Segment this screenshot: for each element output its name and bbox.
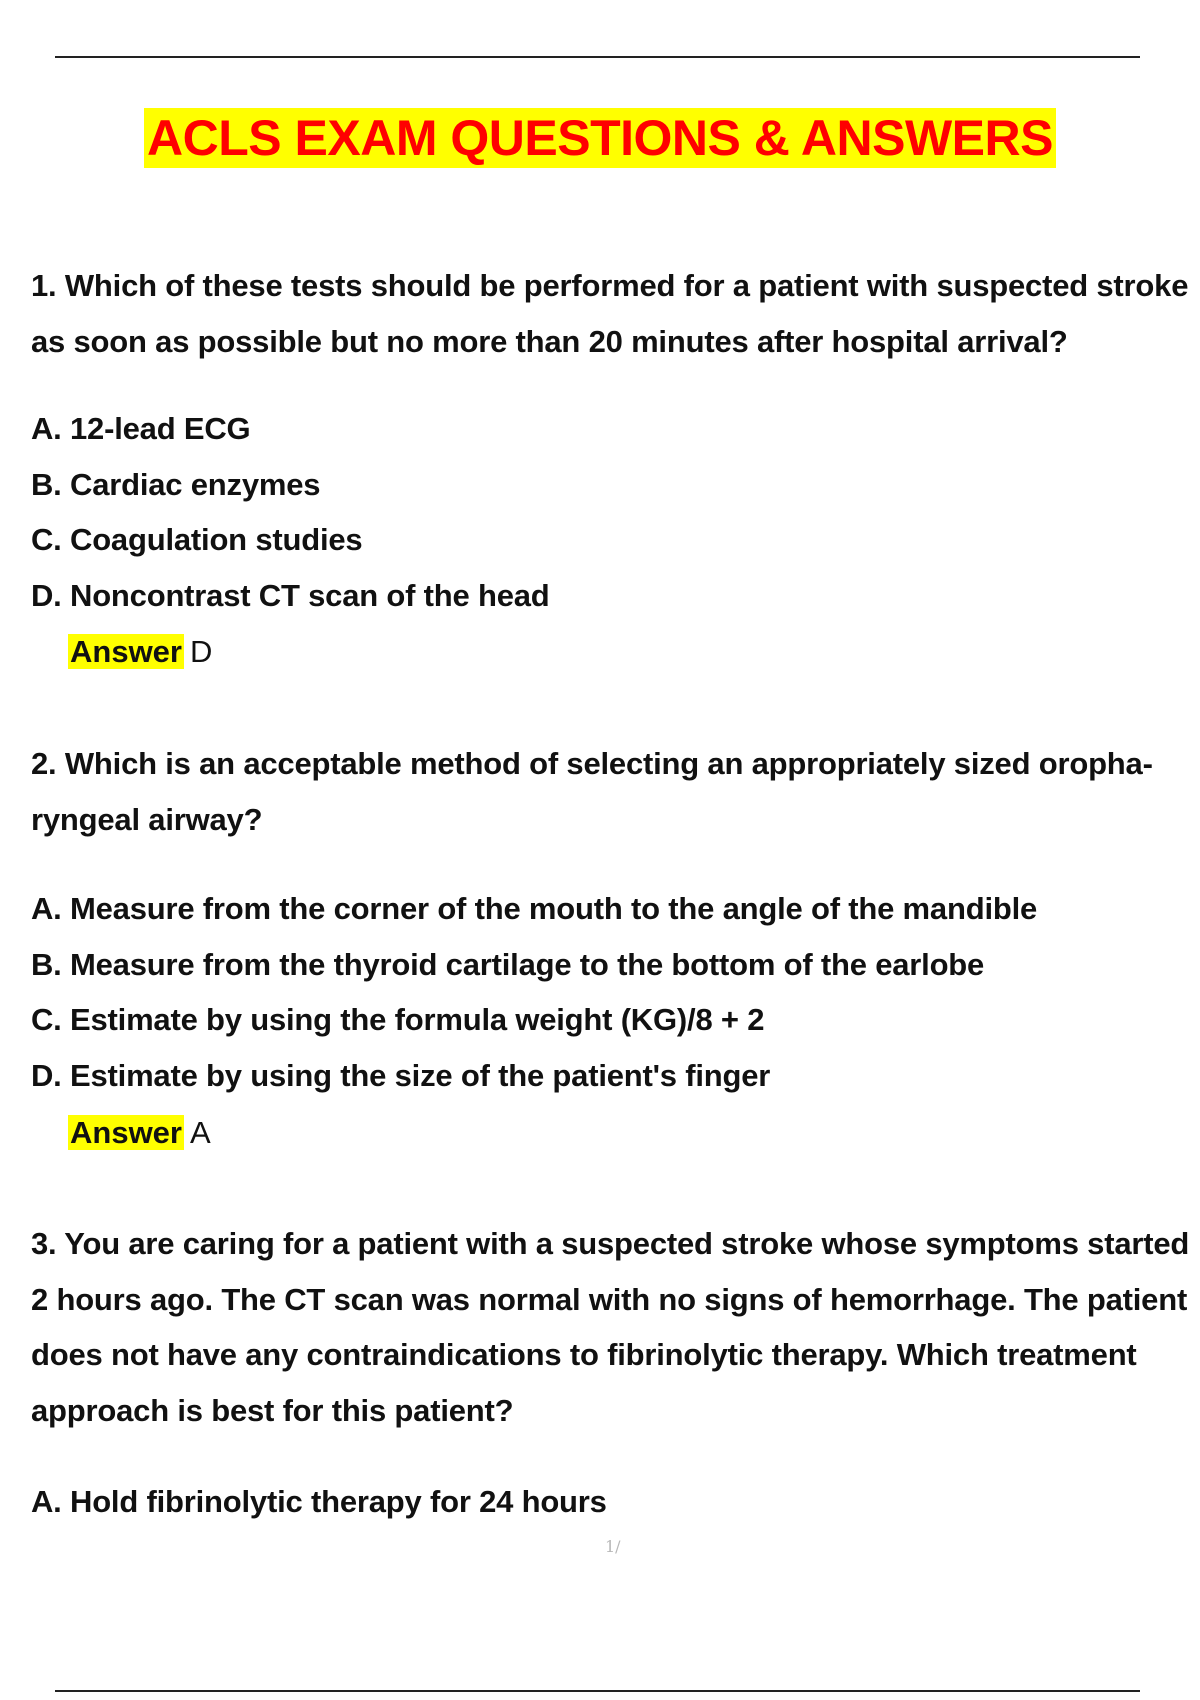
question-2-option-a: A. Measure from the corner of the mouth to the angle of the mandible xyxy=(31,891,1038,926)
question-1-prompt: 1. Which of these tests should be performed for a patient with suspected stroke as soon as possible but no more than 20 minutes after hospital arrival? xyxy=(31,268,1189,359)
question-1-answer xyxy=(68,632,212,672)
answer-value: A xyxy=(189,1115,211,1150)
question-2-option-c: C. Estimate by using the formula weight (KG)/8 + 2 xyxy=(31,1002,765,1037)
document-title: ACLS EXAM QUESTIONS & ANSWERS xyxy=(144,108,1056,168)
page-marker: 1/ xyxy=(605,1537,621,1556)
question-1-option-a: A. 12-lead ECG xyxy=(31,411,251,446)
title-container xyxy=(0,108,1200,168)
question-2-option-d: D. Estimate by using the size of the patient's finger xyxy=(31,1057,771,1093)
bottom-rule xyxy=(55,1690,1140,1692)
question-2-option-b: B. Measure from the thyroid cartilage to the bottom of the earlobe xyxy=(31,946,985,982)
question-3-options xyxy=(31,1474,607,1530)
question-1-option-d: D. Noncontrast CT scan of the head xyxy=(31,577,550,613)
answer-label: Answer xyxy=(70,634,182,669)
question-1-option-c: C. Coagulation studies xyxy=(31,522,363,557)
top-rule xyxy=(55,56,1140,58)
question-2-prompt: 2. Which is an acceptable method of selecting an appropriately sized oropha- ryngeal airway? xyxy=(31,746,1153,837)
answer-value: D xyxy=(189,634,213,669)
question-3-prompt: 3. You are caring for a patient with a suspected stroke whose symptoms started 2 hours ago. The CT scan was normal with no signs of hemorrhage. The patient does not have any contraindications to fibrinolytic therapy. Which treatment approach is best for this patient? xyxy=(31,1226,1190,1428)
answer-label: Answer xyxy=(70,1115,182,1150)
question-2-options xyxy=(31,881,1037,1103)
question-1-options xyxy=(31,401,550,623)
question-1-option-b: B. Cardiac enzymes xyxy=(31,466,321,502)
question-2-answer xyxy=(68,1113,211,1153)
question-3-option-a: A. Hold fibrinolytic therapy for 24 hours xyxy=(31,1484,607,1519)
